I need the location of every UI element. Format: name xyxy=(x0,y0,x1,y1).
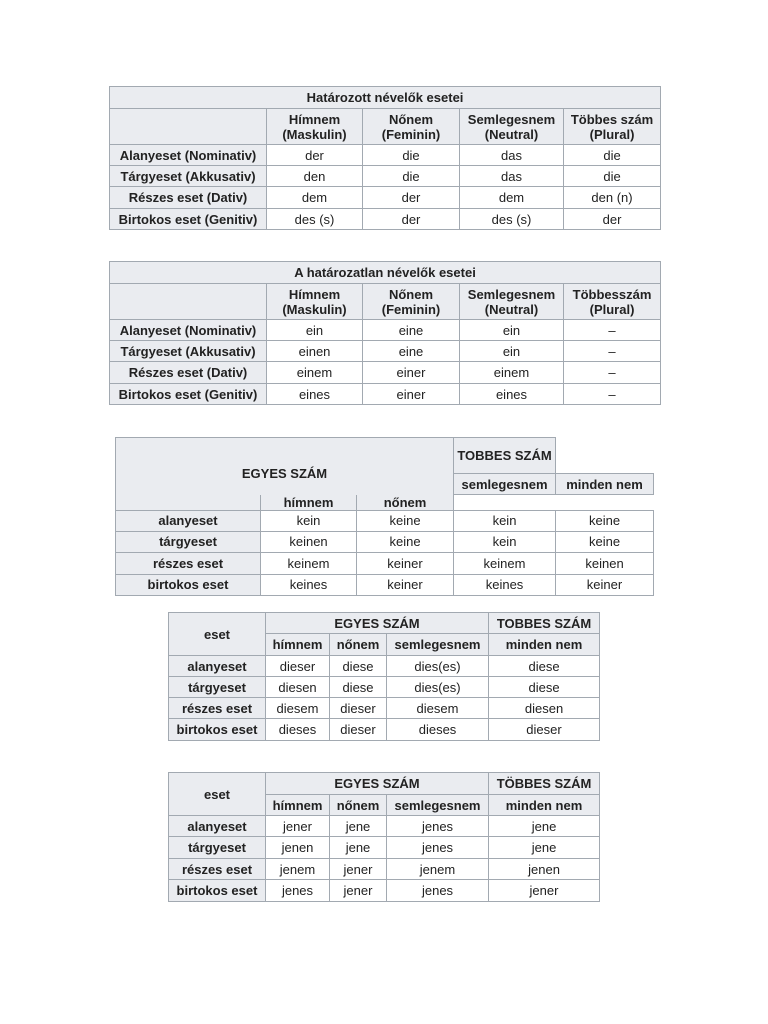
row-header: birtokos eset xyxy=(169,880,266,902)
table-cell: dieses xyxy=(266,719,330,741)
table-cell: die xyxy=(564,166,661,187)
kein-table xyxy=(115,437,654,596)
row-header: alanyeset xyxy=(116,510,261,531)
row-header: Részes eset (Dativ) xyxy=(110,187,267,209)
group-header-plural: TÖBBES SZÁM xyxy=(489,773,600,795)
table-cell: dem xyxy=(267,187,363,209)
table-row xyxy=(116,574,654,595)
table-row xyxy=(169,719,600,741)
table-cell: keinem xyxy=(261,552,357,574)
table-cell: keinen xyxy=(261,531,357,552)
table-cell: eine xyxy=(363,320,460,341)
table-cell: eines xyxy=(460,384,564,405)
row-header: tárgyeset xyxy=(169,677,266,698)
table-cell: jenem xyxy=(387,859,489,880)
column-header: semlegesnem xyxy=(387,634,489,656)
column-header: hímnem xyxy=(266,795,330,816)
table-cell: dieser xyxy=(330,719,387,741)
table-cell: dem xyxy=(460,187,564,209)
table-cell: keines xyxy=(261,574,357,595)
table-cell: jenem xyxy=(266,859,330,880)
column-header: Nőnem (Feminin) xyxy=(363,109,460,145)
table-cell: jenes xyxy=(387,880,489,902)
table-cell: diese xyxy=(489,677,600,698)
table-cell: die xyxy=(564,145,661,166)
table-cell: keine xyxy=(357,531,454,552)
column-header: semlegesnem xyxy=(387,795,489,816)
table-cell: diesem xyxy=(266,698,330,719)
table-cell: – xyxy=(564,320,661,341)
table-cell: ein xyxy=(460,320,564,341)
group-header-plural: TOBBES SZÁM xyxy=(489,613,600,634)
row-header: Tárgyeset (Akkusativ) xyxy=(110,341,267,362)
table-cell: dieses xyxy=(387,719,489,741)
column-header: nőnem xyxy=(357,495,454,511)
table-row xyxy=(110,320,661,341)
table-row xyxy=(110,166,661,187)
table-cell: diese xyxy=(330,677,387,698)
jener-table xyxy=(168,772,600,902)
table-cell: keines xyxy=(454,574,556,595)
column-header: Többes szám (Plural) xyxy=(564,109,661,145)
table-row xyxy=(110,209,661,230)
group-header-singular: EGYES SZÁM xyxy=(266,773,489,795)
column-header: minden nem xyxy=(489,634,600,656)
row-header: részes eset xyxy=(169,859,266,880)
table-cell: diesen xyxy=(489,698,600,719)
table-cell: jene xyxy=(489,837,600,859)
table-cell: kein xyxy=(454,510,556,531)
row-header: alanyeset xyxy=(169,816,266,837)
table-cell: des (s) xyxy=(460,209,564,230)
table-cell: eines xyxy=(267,384,363,405)
table-cell: ein xyxy=(460,341,564,362)
row-header: Tárgyeset (Akkusativ) xyxy=(110,166,267,187)
table-cell: diesen xyxy=(266,677,330,698)
table-cell: keine xyxy=(556,531,654,552)
table-cell: kein xyxy=(454,531,556,552)
row-header: részes eset xyxy=(116,552,261,574)
table-title: A határozatlan névelők esetei xyxy=(110,262,661,284)
table-cell: – xyxy=(564,384,661,405)
table-cell: jenes xyxy=(266,880,330,902)
table-cell: ein xyxy=(267,320,363,341)
table-cell: – xyxy=(564,341,661,362)
table-row xyxy=(116,531,654,552)
column-header: nőnem xyxy=(330,634,387,656)
table-cell: jener xyxy=(330,880,387,902)
table-cell: jenen xyxy=(266,837,330,859)
corner-label: eset xyxy=(169,773,266,816)
table-cell: der xyxy=(363,187,460,209)
table-row xyxy=(169,880,600,902)
table-cell: einer xyxy=(363,362,460,384)
corner-cell xyxy=(110,109,267,145)
table-cell: einen xyxy=(267,341,363,362)
definite-articles-table xyxy=(109,86,661,230)
table-cell: einer xyxy=(363,384,460,405)
table-cell: der xyxy=(267,145,363,166)
table-row xyxy=(169,816,600,837)
table-cell: jenes xyxy=(387,837,489,859)
table-cell: eine xyxy=(363,341,460,362)
table-row xyxy=(110,145,661,166)
row-header: Birtokos eset (Genitiv) xyxy=(110,384,267,405)
table-row xyxy=(169,677,600,698)
table-cell: jene xyxy=(330,837,387,859)
table-row xyxy=(169,837,600,859)
column-header: Hímnem (Maskulin) xyxy=(267,284,363,320)
indefinite-articles-table xyxy=(109,261,661,405)
table-cell: jene xyxy=(489,816,600,837)
table-cell: jener xyxy=(489,880,600,902)
column-header: Semlegesnem (Neutral) xyxy=(460,284,564,320)
table-cell: keiner xyxy=(357,574,454,595)
table-cell: keinen xyxy=(556,552,654,574)
dieser-table xyxy=(168,612,600,741)
table-cell: diese xyxy=(489,656,600,677)
table-cell: jenes xyxy=(387,816,489,837)
table-row xyxy=(169,656,600,677)
group-header-singular: EGYES SZÁM xyxy=(116,438,454,495)
table-cell: dieser xyxy=(489,719,600,741)
column-header: Semlegesnem (Neutral) xyxy=(460,109,564,145)
row-header: Részes eset (Dativ) xyxy=(110,362,267,384)
corner-cell xyxy=(116,495,261,511)
table-cell: diesem xyxy=(387,698,489,719)
table-cell: keiner xyxy=(556,574,654,595)
table-cell: jenen xyxy=(489,859,600,880)
table-cell: keinem xyxy=(454,552,556,574)
table-cell: dieser xyxy=(266,656,330,677)
table-cell: der xyxy=(363,209,460,230)
table-cell: jener xyxy=(266,816,330,837)
table-cell: keine xyxy=(556,510,654,531)
row-header: tárgyeset xyxy=(116,531,261,552)
column-header: hímnem xyxy=(261,495,357,511)
table-cell: das xyxy=(460,166,564,187)
table-row xyxy=(110,341,661,362)
table-cell: – xyxy=(564,362,661,384)
table-row xyxy=(169,698,600,719)
row-header: birtokos eset xyxy=(169,719,266,741)
table-cell: dieser xyxy=(330,698,387,719)
column-header: minden nem xyxy=(556,474,654,495)
row-header: tárgyeset xyxy=(169,837,266,859)
row-header: birtokos eset xyxy=(116,574,261,595)
table-row xyxy=(110,187,661,209)
column-header: nőnem xyxy=(330,795,387,816)
table-cell: der xyxy=(564,209,661,230)
table-cell: jene xyxy=(330,816,387,837)
table-cell: diese xyxy=(330,656,387,677)
table-cell: keiner xyxy=(357,552,454,574)
row-header: Alanyeset (Nominativ) xyxy=(110,145,267,166)
corner-label: eset xyxy=(169,613,266,656)
column-header: Nőnem (Feminin) xyxy=(363,284,460,320)
column-header: Többesszám (Plural) xyxy=(564,284,661,320)
row-header: alanyeset xyxy=(169,656,266,677)
group-header-plural: TOBBES SZÁM xyxy=(454,438,556,474)
empty-cell xyxy=(556,438,654,474)
table-cell: keine xyxy=(357,510,454,531)
table-title: Határozott névelők esetei xyxy=(110,87,661,109)
row-header: Alanyeset (Nominativ) xyxy=(110,320,267,341)
column-header: Hímnem (Maskulin) xyxy=(267,109,363,145)
row-header: Birtokos eset (Genitiv) xyxy=(110,209,267,230)
table-cell: den (n) xyxy=(564,187,661,209)
table-cell: jener xyxy=(330,859,387,880)
table-cell: das xyxy=(460,145,564,166)
table-cell: die xyxy=(363,166,460,187)
table-row xyxy=(110,384,661,405)
table-cell: dies(es) xyxy=(387,656,489,677)
group-header-singular: EGYES SZÁM xyxy=(266,613,489,634)
table-cell: einem xyxy=(267,362,363,384)
corner-cell xyxy=(110,284,267,320)
column-header: hímnem xyxy=(266,634,330,656)
table-cell: kein xyxy=(261,510,357,531)
table-cell: einem xyxy=(460,362,564,384)
table-cell: den xyxy=(267,166,363,187)
table-row xyxy=(110,362,661,384)
column-header: semlegesnem xyxy=(454,474,556,495)
column-header: minden nem xyxy=(489,795,600,816)
table-cell: die xyxy=(363,145,460,166)
table-row xyxy=(116,510,654,531)
table-row xyxy=(116,552,654,574)
table-row xyxy=(169,859,600,880)
row-header: részes eset xyxy=(169,698,266,719)
table-cell: des (s) xyxy=(267,209,363,230)
table-cell: dies(es) xyxy=(387,677,489,698)
